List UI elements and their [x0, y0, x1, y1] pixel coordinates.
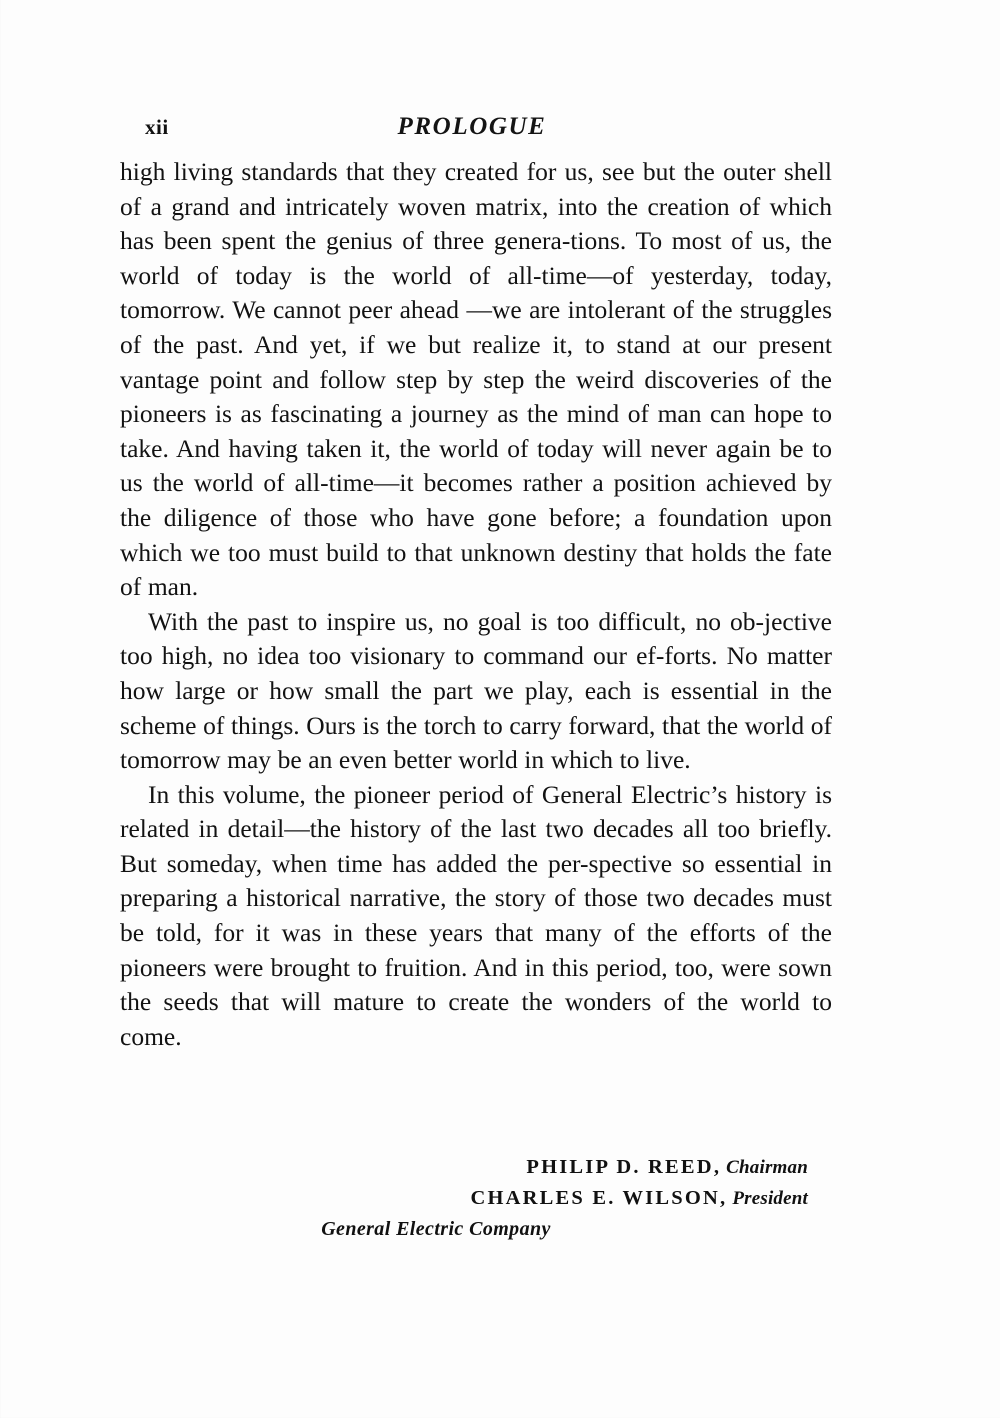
paragraph: high living standards that they created for us, see but the outer shell of a grand and intricately woven matrix, into the creation of which has been spent the genius of three genera-tions. To most of us, the world of today is the world of all-time—of yesterday, today, tomorrow. We cannot peer ahead —we are intolerant of the struggles of the past. And yet, if we but realize it, to stand at our present vantage point and follow step by step the weird discoveries of the pioneers is as fascinating a journey as the mind of man can hope to take. And having taken it, the world of today will never again be to us the world of all-time—it becomes rather a position achieved by the diligence of those who have gone before; a foundation upon which we too must build to that unknown destiny that holds the fate of man.: [120, 157, 832, 602]
page-number: xii: [145, 115, 169, 139]
paragraph: With the past to inspire us, no goal is too difficult, no ob-jective too high, no idea too visionary to command our ef-forts. No matter how large or how small the part we play, each is essential in the scheme of things. Ours is the torch to carry forward, that the world of tomorrow may be an even better world in which to live.: [120, 606, 832, 775]
signatory-name: CHARLES E. WILSON,: [470, 1187, 728, 1209]
paragraph: In this volume, the pioneer period of General Electric’s history is related in detail—the history of the last two decades all too briefly. But someday, when time has added the per-spective so essential in preparing a historical narrative, the story of those two decades must be told, for it was in these years that many of the efforts of the pioneers were brought to fruition. And in this period, too, were sown the seeds that will mature to create the wonders of the world to come.: [120, 779, 832, 1051]
body-text: [120, 155, 832, 1054]
running-head: [120, 110, 832, 144]
signatory-line: [120, 1152, 808, 1183]
signatory-role: Chairman: [726, 1157, 808, 1178]
signatory-role: President: [732, 1188, 808, 1209]
signatory-line: [120, 1183, 808, 1214]
signature-block: [120, 1152, 808, 1245]
signatory-company: General Electric Company: [321, 1218, 551, 1240]
running-head-title: PROLOGUE: [397, 113, 547, 140]
signatory-name: PHILIP D. REED,: [526, 1156, 722, 1178]
